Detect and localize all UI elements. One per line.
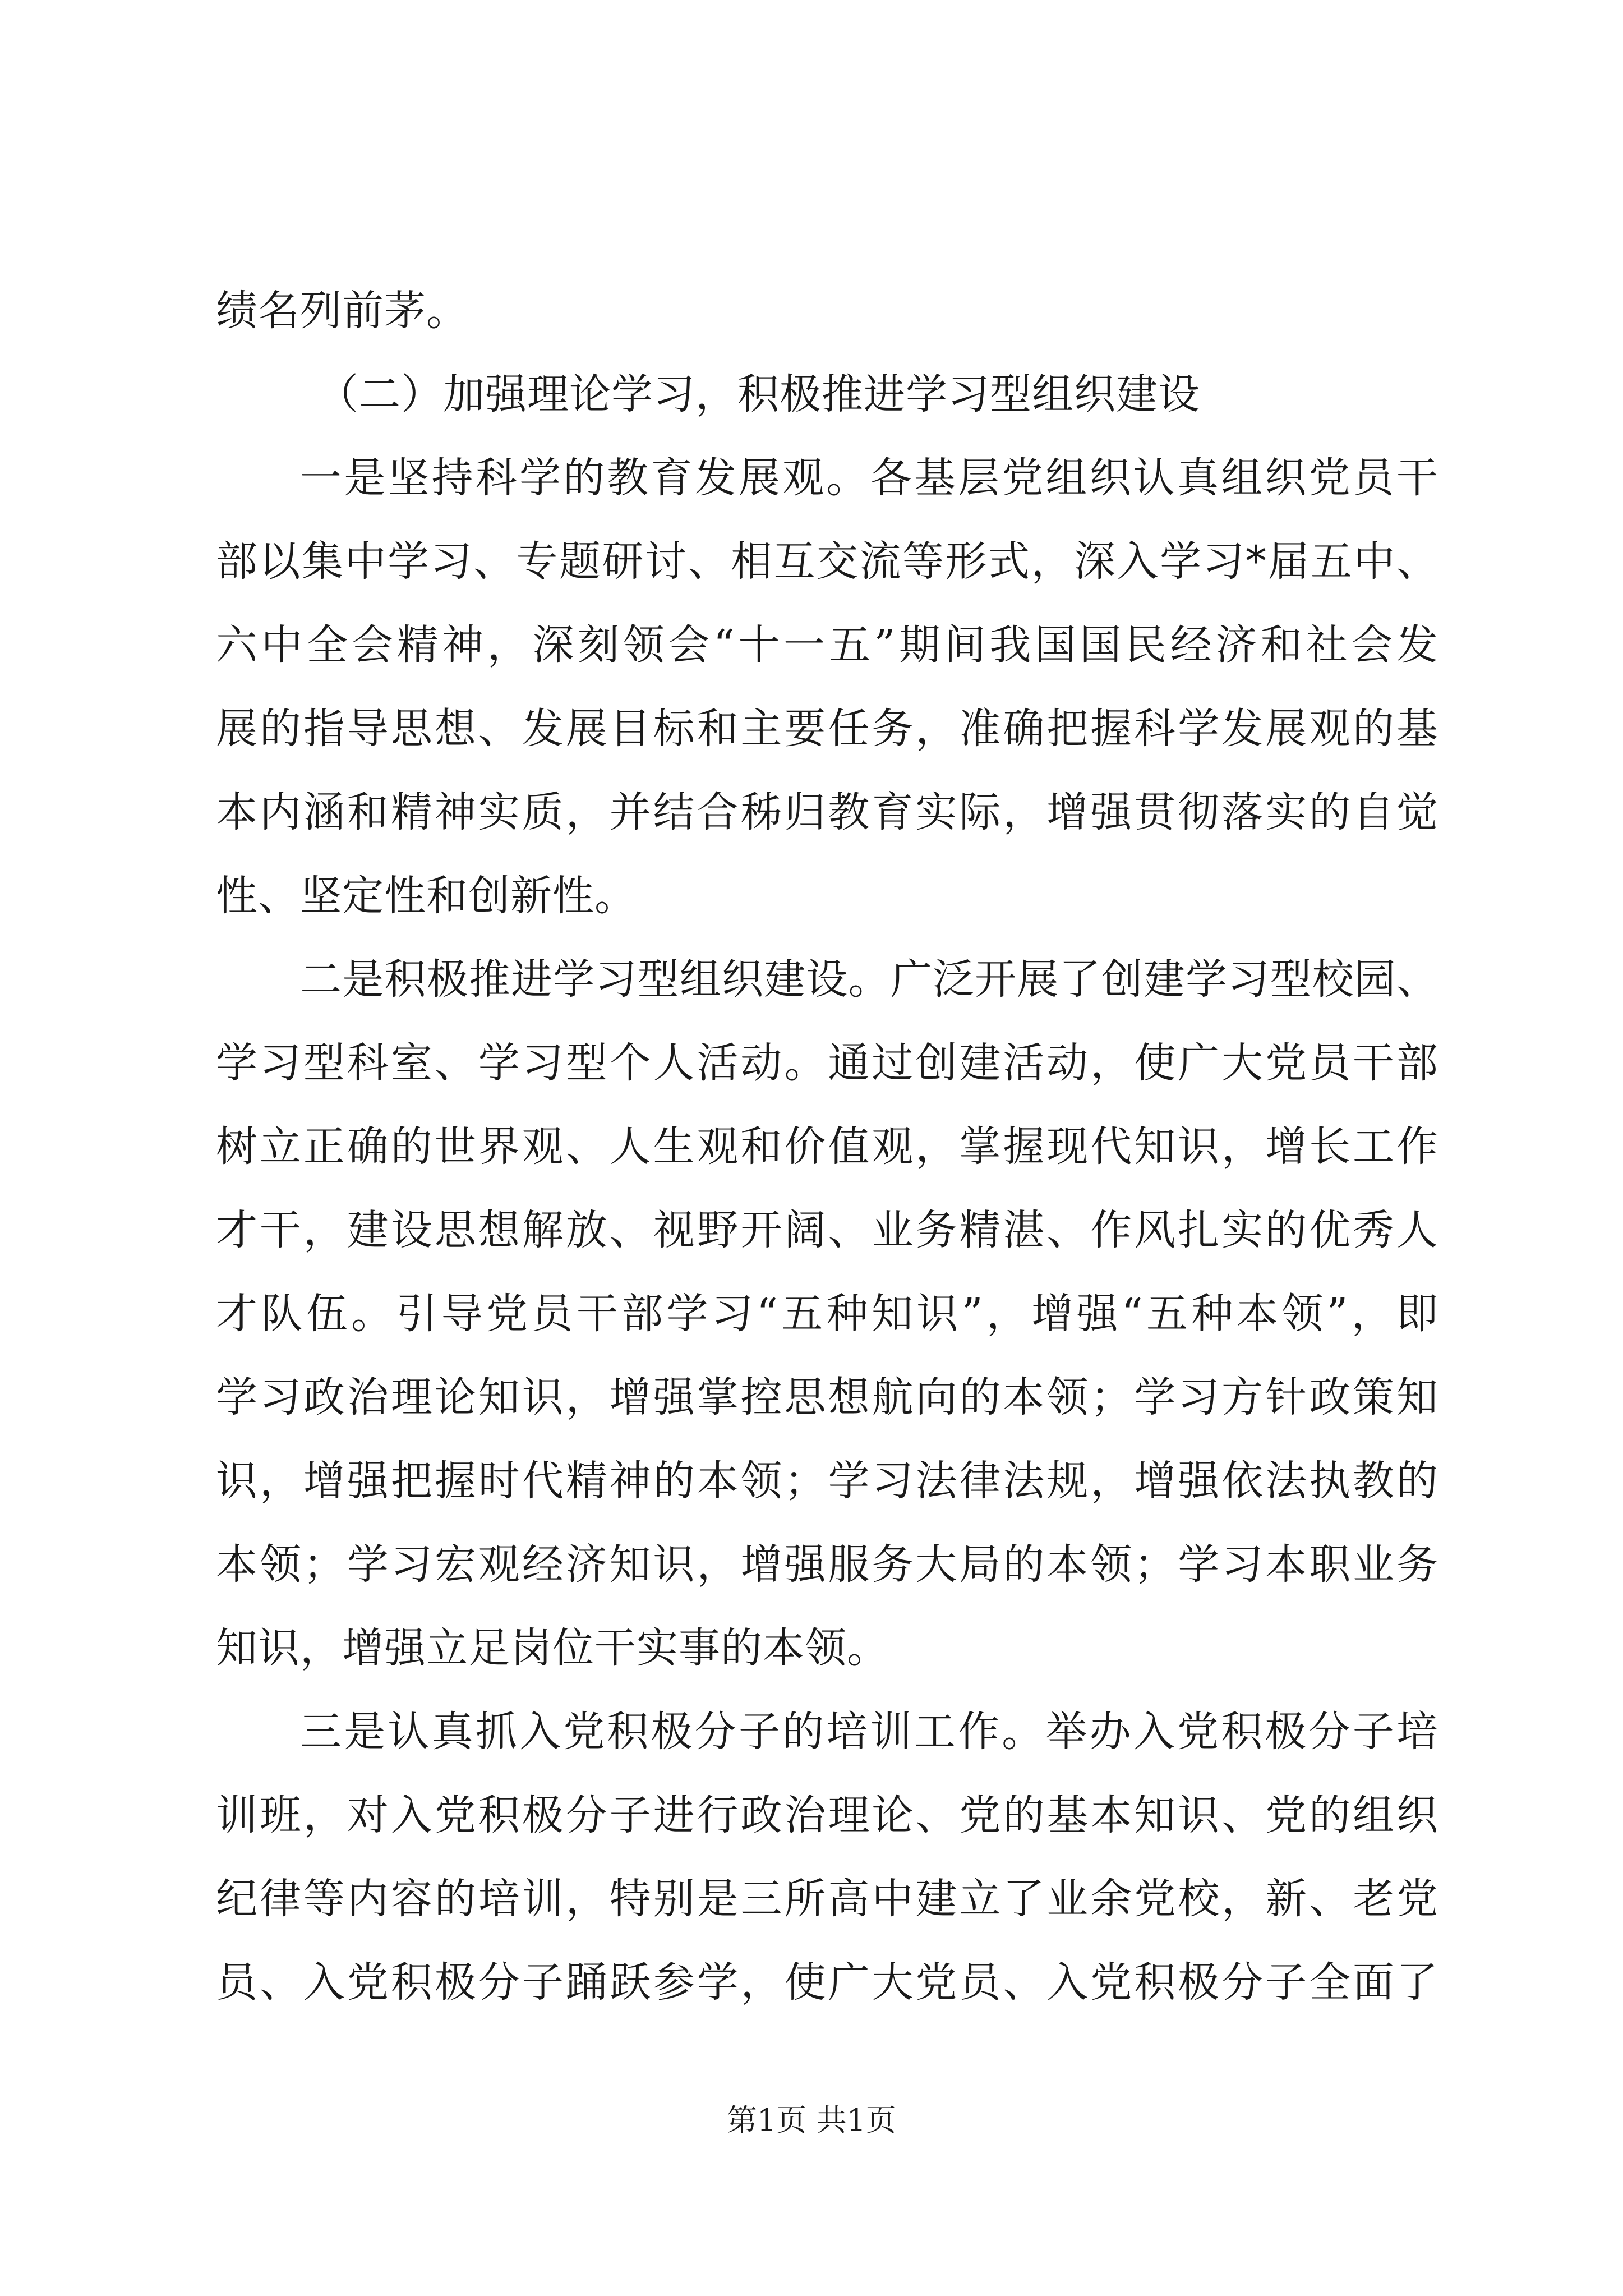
paragraph-line: 员、入党积极分子踊跃参学，使广大党员、入党积极分子全面了 [216,1958,1438,2007]
paragraph-line: 三是认真抓入党积极分子的培训工作。举办入党积极分子培 [300,1708,1438,1756]
section-heading: （二）加强理论学习，积极推进学习型组织建设 [317,370,1200,418]
page-footer: 第1页 共1页 [727,2102,896,2138]
paragraph-line: 才干，建设思想解放、视野开阔、业务精湛、作风扎实的优秀人 [216,1206,1438,1254]
paragraph-line: 训班，对入党积极分子进行政治理论、党的基本知识、党的组织 [216,1791,1438,1839]
paragraph-line: 学习政治理论知识，增强掌控思想航向的本领；学习方针政策知 [216,1373,1438,1421]
paragraph-line: 才队伍。引导党员干部学习“五种知识”，增强“五种本领”，即 [216,1290,1438,1338]
paragraph-line: 六中全会精神，深刻领会“十一五”期间我国国民经济和社会发 [216,621,1438,669]
paragraph-line: 树立正确的世界观、人生观和价值观，掌握现代知识，增长工作 [216,1122,1438,1171]
paragraph-line: 知识，增强立足岗位干实事的本领。 [216,1624,889,1672]
paragraph-line: 部以集中学习、专题研讨、相互交流等形式，深入学习*届五中、 [216,537,1438,586]
paragraph-line: 纪律等内容的培训，特别是三所高中建立了业余党校，新、老党 [216,1875,1438,1923]
document-body [216,269,1438,2024]
paragraph-line: 一是坚持科学的教育发展观。各基层党组织认真组织党员干 [300,454,1438,502]
paragraph-line: 学习型科室、学习型个人活动。通过创建活动，使广大党员干部 [216,1039,1438,1087]
paragraph-line: 识，增强把握时代精神的本领；学习法律法规，增强依法执教的 [216,1457,1438,1505]
paragraph-line: 本内涵和精神实质，并结合秭归教育实际，增强贯彻落实的自觉 [216,788,1438,836]
paragraph-line: 本领；学习宏观经济知识，增强服务大局的本领；学习本职业务 [216,1540,1438,1589]
paragraph-line: 二是积极推进学习型组织建设。广泛开展了创建学习型校园、 [300,955,1438,1004]
paragraph-line: 性、坚定性和创新性。 [216,872,637,920]
paragraph-line: 绩名列前茅。 [216,287,468,335]
paragraph-line: 展的指导思想、发展目标和主要任务，准确把握科学发展观的基 [216,705,1438,753]
